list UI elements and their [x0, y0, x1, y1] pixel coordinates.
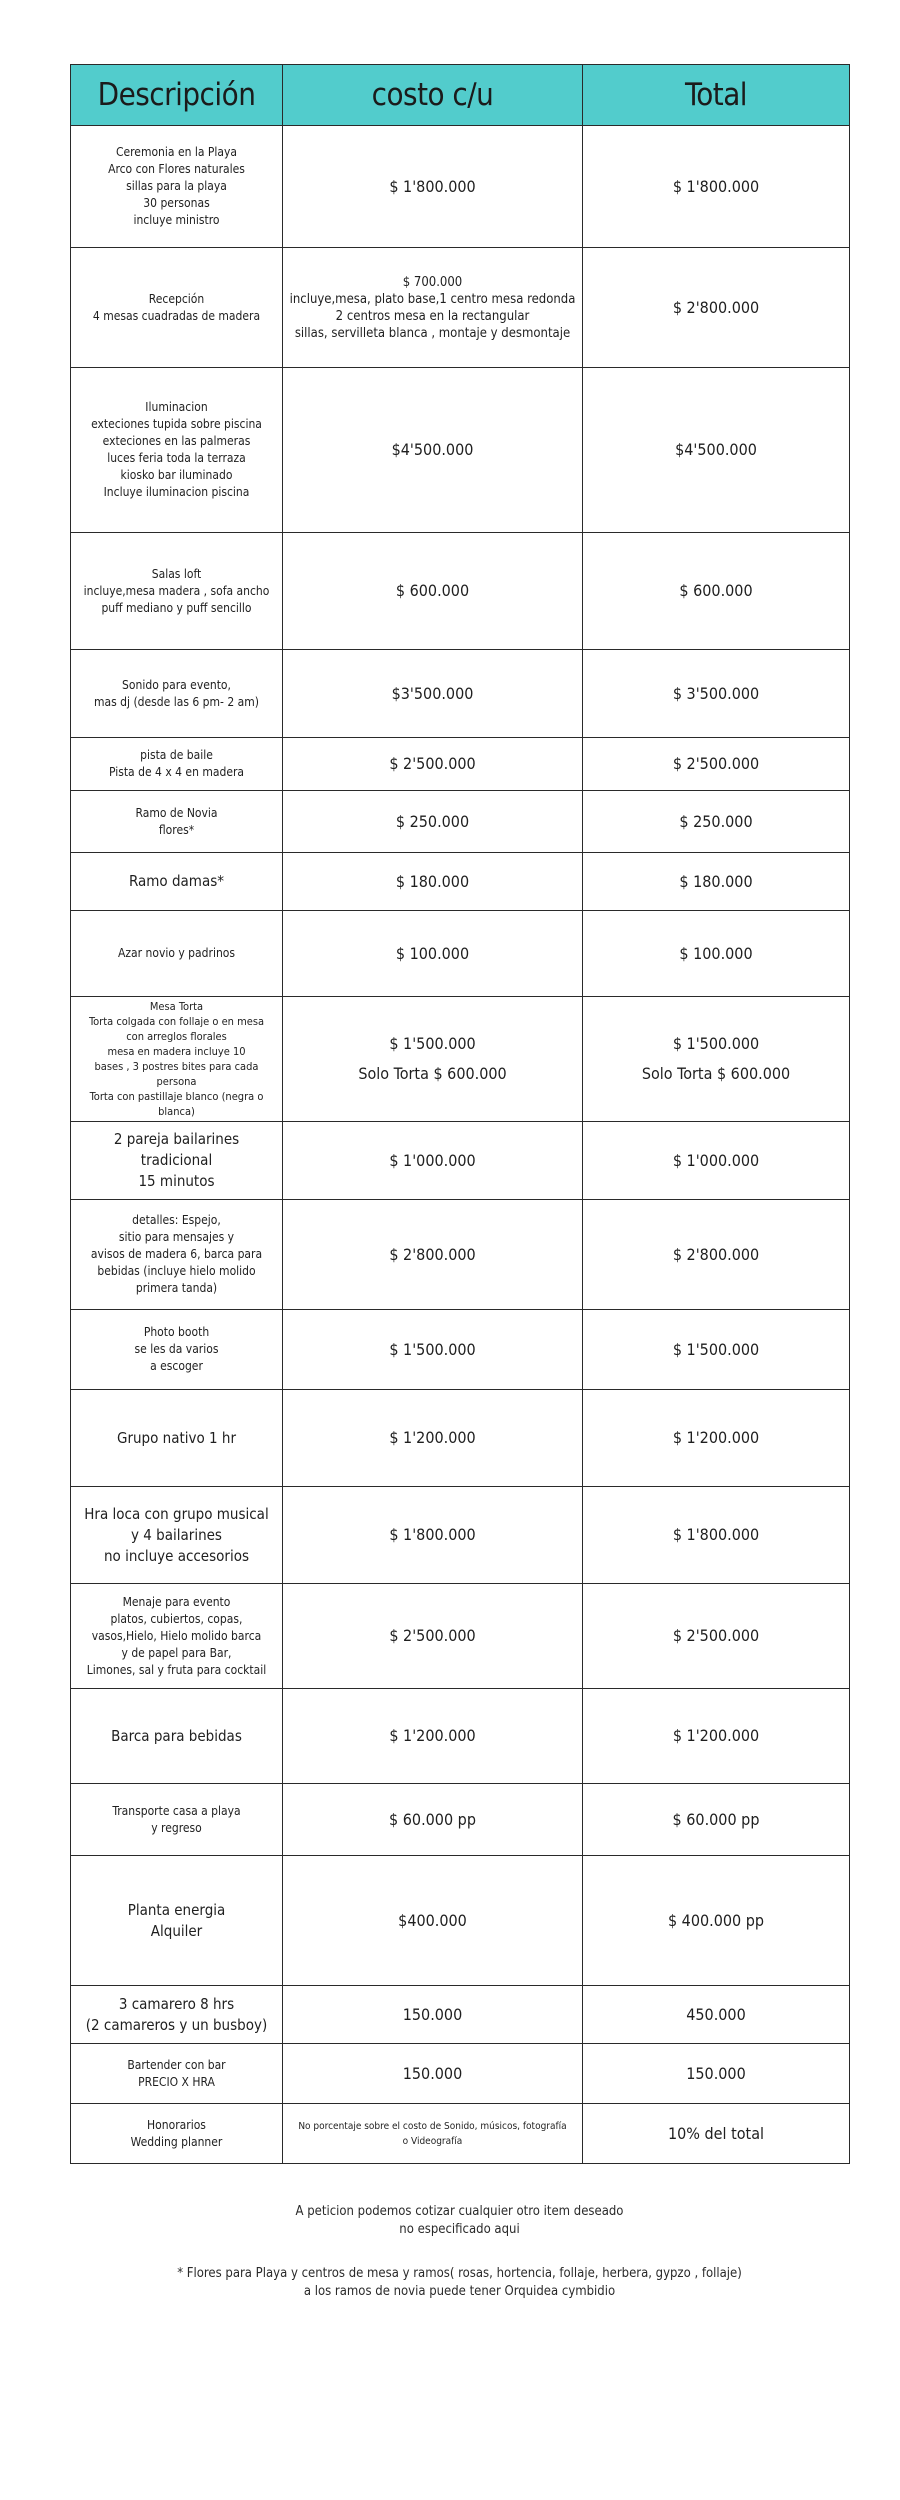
flowers-footnote: * Flores para Playa y centros de mesa y ramos( rosas, hortencia, follaje, herbera, gypzo , follaje) a los ramos de novia puede tener Orquidea cymbidio: [177, 2266, 742, 2299]
row-total: $ 1'200.000: [583, 1390, 850, 1487]
row-unit-cost: $ 700.000 incluye,mesa, plato base,1 centro mesa redonda 2 centros mesa en la rectangular sillas, servilleta blanca , montaje y desmontaje: [283, 248, 583, 368]
table-row: [71, 1310, 850, 1390]
table-row: [71, 1487, 850, 1584]
row-description: Azar novio y padrinos: [71, 911, 283, 997]
row-description: Ceremonia en la Playa Arco con Flores naturales sillas para la playa 30 personas incluye ministro: [71, 126, 283, 248]
row-description: 2 pareja bailarines tradicional 15 minutos: [71, 1122, 283, 1200]
table-row: [71, 650, 850, 738]
row-description: detalles: Espejo, sitio para mensajes y avisos de madera 6, barca para bebidas (incluye hielo molido primera tanda): [71, 1200, 283, 1310]
row-unit-cost: $ 60.000 pp: [283, 1784, 583, 1856]
row-total: $ 100.000: [583, 911, 850, 997]
row-total: $ 1'800.000: [583, 126, 850, 248]
table-row: [71, 738, 850, 791]
row-total: $ 400.000 pp: [583, 1856, 850, 1986]
table-row: [71, 126, 850, 248]
row-unit-cost: $ 1'500.000 Solo Torta $ 600.000: [283, 997, 583, 1122]
table-row: [71, 1390, 850, 1487]
row-description: Recepción 4 mesas cuadradas de madera: [71, 248, 283, 368]
row-unit-cost: $ 1'000.000: [283, 1122, 583, 1200]
table-row: [71, 791, 850, 853]
row-total: $ 1'500.000: [583, 1310, 850, 1390]
row-description: Mesa Torta Torta colgada con follaje o en mesa con arreglos florales mesa en madera incluye 10 bases , 3 postres bites para cada persona Torta con pastillaje blanco (negra o blanca): [71, 997, 283, 1122]
row-description: Grupo nativo 1 hr: [71, 1390, 283, 1487]
row-description: Hra loca con grupo musical y 4 bailarines no incluye accesorios: [71, 1487, 283, 1584]
row-unit-cost: $ 180.000: [283, 853, 583, 911]
row-description: Transporte casa a playa y regreso: [71, 1784, 283, 1856]
row-description: Menaje para evento platos, cubiertos, copas, vasos,Hielo, Hielo molido barca y de papel para Bar, Limones, sal y fruta para cocktail: [71, 1584, 283, 1689]
table-header-row: [71, 65, 850, 126]
row-unit-cost: $ 2'500.000: [283, 738, 583, 791]
table-row: [71, 1122, 850, 1200]
row-unit-cost: $ 2'500.000: [283, 1584, 583, 1689]
header-unit-cost: costo c/u: [283, 65, 583, 126]
table-row: [71, 368, 850, 533]
row-description: Photo booth se les da varios a escoger: [71, 1310, 283, 1390]
table-row: [71, 911, 850, 997]
row-unit-cost: $4'500.000: [283, 368, 583, 533]
pricing-table: [70, 64, 850, 2164]
row-unit-cost: $ 1'200.000: [283, 1390, 583, 1487]
row-total: $ 600.000: [583, 533, 850, 650]
table-row: [71, 1986, 850, 2044]
table-row: [71, 1689, 850, 1784]
custom-quote-note: A peticion podemos cotizar cualquier otro item deseado no especificado aqui: [295, 2204, 624, 2237]
row-unit-cost: $3'500.000: [283, 650, 583, 738]
row-total: $ 2'800.000: [583, 1200, 850, 1310]
row-total: $ 2'500.000: [583, 738, 850, 791]
row-unit-cost: $400.000: [283, 1856, 583, 1986]
row-unit-cost: $ 100.000: [283, 911, 583, 997]
row-unit-cost: $ 250.000: [283, 791, 583, 853]
row-unit-cost: $ 2'800.000: [283, 1200, 583, 1310]
row-unit-cost: $ 1'500.000: [283, 1310, 583, 1390]
table-row: [71, 1856, 850, 1986]
table-row: [71, 1584, 850, 1689]
row-total: $ 1'800.000: [583, 1487, 850, 1584]
row-total: $4'500.000: [583, 368, 850, 533]
row-description: pista de baile Pista de 4 x 4 en madera: [71, 738, 283, 791]
row-total: $ 1'200.000: [583, 1689, 850, 1784]
row-total: $ 250.000: [583, 791, 850, 853]
row-total: $ 180.000: [583, 853, 850, 911]
header-description: Descripción: [71, 65, 283, 126]
row-description: Bartender con bar PRECIO X HRA: [71, 2044, 283, 2104]
row-description: Sonido para evento, mas dj (desde las 6 pm- 2 am): [71, 650, 283, 738]
row-unit-cost: No porcentaje sobre el costo de Sonido, músicos, fotografía o Videografía: [283, 2104, 583, 2164]
row-total: 450.000: [583, 1986, 850, 2044]
table-row: [71, 1784, 850, 1856]
table-row: [71, 853, 850, 911]
table-row: [71, 248, 850, 368]
row-total: $ 2'500.000: [583, 1584, 850, 1689]
header-total: Total: [583, 65, 850, 126]
row-description: Iluminacion exteciones tupida sobre piscina exteciones en las palmeras luces feria toda la terraza kiosko bar iluminado Incluye iluminacion piscina: [71, 368, 283, 533]
row-total: $ 60.000 pp: [583, 1784, 850, 1856]
row-description: Planta energia Alquiler: [71, 1856, 283, 1986]
row-unit-cost: $ 1'800.000: [283, 126, 583, 248]
row-description: 3 camarero 8 hrs (2 camareros y un busboy): [71, 1986, 283, 2044]
row-description: Barca para bebidas: [71, 1689, 283, 1784]
row-unit-cost: $ 1'800.000: [283, 1487, 583, 1584]
row-total: 150.000: [583, 2044, 850, 2104]
row-description: Salas loft incluye,mesa madera , sofa ancho puff mediano y puff sencillo: [71, 533, 283, 650]
table-row: [71, 997, 850, 1122]
table-row: [71, 2104, 850, 2164]
table-row: [71, 533, 850, 650]
row-description: Ramo de Novia flores*: [71, 791, 283, 853]
row-unit-cost: 150.000: [283, 1986, 583, 2044]
row-unit-cost: $ 1'200.000: [283, 1689, 583, 1784]
row-total: $ 1'000.000: [583, 1122, 850, 1200]
row-description: Honorarios Wedding planner: [71, 2104, 283, 2164]
row-unit-cost: $ 600.000: [283, 533, 583, 650]
row-total: $ 3'500.000: [583, 650, 850, 738]
row-total: $ 1'500.000 Solo Torta $ 600.000: [583, 997, 850, 1122]
row-total: 10% del total: [583, 2104, 850, 2164]
table-row: [71, 1200, 850, 1310]
row-unit-cost: 150.000: [283, 2044, 583, 2104]
table-row: [71, 2044, 850, 2104]
row-description: Ramo damas*: [71, 853, 283, 911]
row-total: $ 2'800.000: [583, 248, 850, 368]
